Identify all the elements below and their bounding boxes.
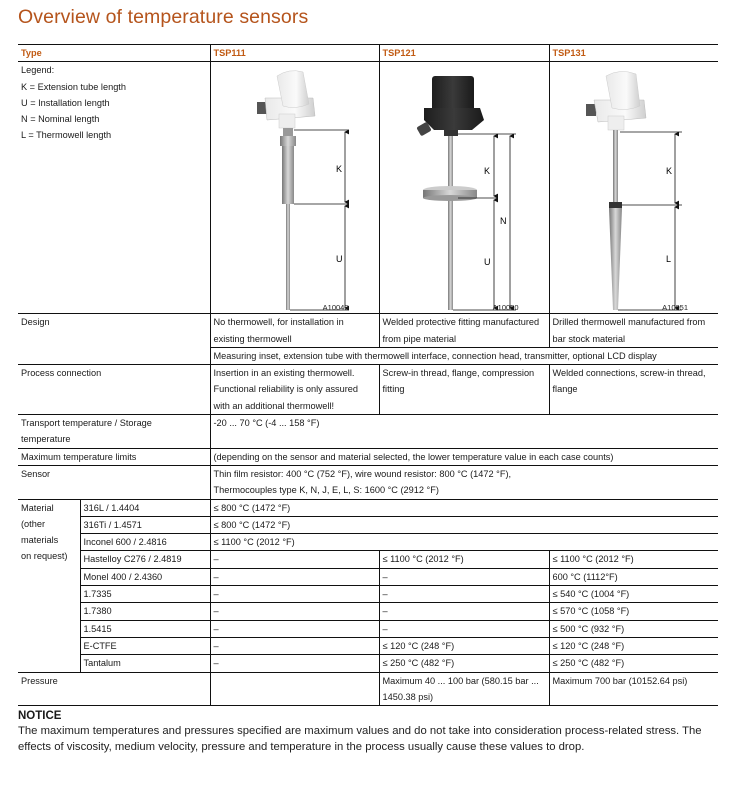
- material-value-tsp121: ≤ 120 °C (248 °F): [379, 637, 549, 654]
- material-value-tsp111: –: [210, 586, 379, 603]
- material-value-tsp121: ≤ 250 °C (482 °F): [379, 655, 549, 672]
- max-temperature-value: (depending on the sensor and material selected, the lower temperature value in each case counts): [210, 448, 718, 465]
- table-header-row: [18, 45, 718, 62]
- legend-title: Legend:: [21, 65, 55, 76]
- type-header: Type: [18, 45, 210, 62]
- flange: [423, 186, 477, 201]
- sensor-drawing-tsp131: [550, 62, 719, 314]
- legend-item: K = Extension tube length: [21, 81, 126, 92]
- sensor-row: [18, 465, 718, 499]
- extension-tube: [613, 130, 618, 204]
- notice-box: [18, 710, 718, 755]
- connection-head: [257, 71, 315, 128]
- sensor-line: Thermocouples type K, N, J, E, L, S: 1600 °C (2912 °F): [213, 485, 439, 496]
- material-row: [18, 551, 718, 568]
- material-label-line: on request): [21, 551, 68, 562]
- design-common-value: Measuring inset, extension tube with thermowell interface, connection head, transmitter, optional LCD display: [210, 347, 718, 364]
- process-connection-tsp131: Welded connections, screw-in thread, flange: [549, 365, 718, 415]
- thermowell-collar: [609, 202, 622, 208]
- figure-code: A10049: [322, 303, 349, 313]
- material-label-line: Material: [21, 502, 54, 513]
- material-row: [18, 568, 718, 585]
- max-temperature-row: [18, 448, 718, 465]
- transport-temperature-label: Transport temperature / Storage temperature: [18, 415, 210, 449]
- material-row: [18, 534, 718, 551]
- material-name: 1.7380: [80, 603, 210, 620]
- pressure-label: Pressure: [18, 672, 210, 706]
- pressure-value-tsp111: [210, 672, 379, 706]
- figure-tsp131: [549, 62, 718, 314]
- material-row: [18, 516, 718, 533]
- material-value-tsp131: ≤ 1100 °C (2012 °F): [549, 551, 718, 568]
- dim-label: K: [665, 166, 672, 177]
- dim-label: L: [665, 254, 671, 265]
- process-connection-label: Process connection: [18, 365, 210, 415]
- transport-temperature-value: -20 ... 70 °C (-4 ... 158 °F): [210, 415, 718, 449]
- material-value-tsp131: ≤ 570 °C (1058 °F): [549, 603, 718, 620]
- dim-label: K: [335, 164, 342, 175]
- model-header-tsp121: TSP121: [379, 45, 549, 62]
- material-row: [18, 620, 718, 637]
- figure-code: A10051: [662, 303, 688, 313]
- material-label-line: materials: [21, 535, 59, 546]
- material-value-tsp121: ≤ 1100 °C (2012 °F): [379, 551, 549, 568]
- process-connection-tsp121: Screw-in thread, flange, compression fitting: [379, 365, 549, 415]
- sensor-value: [210, 465, 718, 499]
- figure-tsp121: [379, 62, 549, 314]
- sensor-drawing-tsp121: [380, 62, 550, 314]
- figure-tsp111: [210, 62, 379, 314]
- sensor-drawing-tsp111: [211, 62, 380, 314]
- max-temperature-label: Maximum temperature limits: [18, 448, 210, 465]
- material-value-tsp121: –: [379, 603, 549, 620]
- dimension-lines: [290, 130, 349, 310]
- model-header-tsp111: TSP111: [210, 45, 379, 62]
- process-connection-row: [18, 365, 718, 415]
- dimension-lines: [453, 134, 516, 310]
- material-value-tsp111: –: [210, 568, 379, 585]
- design-value-tsp111: No thermowell, for installation in existing thermowell: [210, 314, 379, 348]
- dim-label: U: [483, 257, 490, 268]
- material-value-tsp131: ≤ 540 °C (1004 °F): [549, 586, 718, 603]
- material-value-tsp121: –: [379, 568, 549, 585]
- material-name: Monel 400 / 2.4360: [80, 568, 210, 585]
- material-value-tsp111: –: [210, 551, 379, 568]
- material-name: E-CTFE: [80, 637, 210, 654]
- material-value: ≤ 800 °C (1472 °F): [210, 499, 718, 516]
- material-name: Inconel 600 / 2.4816: [80, 534, 210, 551]
- legend-item: U = Installation length: [21, 97, 110, 108]
- sensor-overview-table: [18, 44, 718, 706]
- page-title: Overview of temperature sensors: [18, 6, 309, 28]
- design-value-tsp131: Drilled thermowell manufactured from bar stock material: [549, 314, 718, 348]
- material-name: Hastelloy C276 / 2.4819: [80, 551, 210, 568]
- material-value-tsp131: ≤ 500 °C (932 °F): [549, 620, 718, 637]
- material-name: 1.5415: [80, 620, 210, 637]
- measuring-inset: [286, 204, 290, 310]
- legend-cell: [18, 62, 210, 314]
- design-row: [18, 314, 718, 348]
- material-value-tsp121: –: [379, 586, 549, 603]
- material-value-tsp111: –: [210, 655, 379, 672]
- material-name: Tantalum: [80, 655, 210, 672]
- connection-head: [416, 76, 484, 136]
- transport-temperature-row: [18, 415, 718, 449]
- legend-item: L = Thermowell length: [21, 130, 112, 141]
- dim-label: U: [335, 254, 342, 265]
- material-value-tsp131: ≤ 120 °C (248 °F): [549, 637, 718, 654]
- process-connection-tsp111: Insertion in an existing thermowell. Functional reliability is only assured with an additional thermowell!: [210, 365, 379, 415]
- dim-label: K: [483, 166, 490, 177]
- extension-tube: [282, 146, 294, 204]
- pressure-value-tsp121: Maximum 40 ... 100 bar (580.15 bar ... 1450.38 psi): [379, 672, 549, 706]
- material-value: ≤ 1100 °C (2012 °F): [210, 534, 718, 551]
- material-value-tsp111: –: [210, 637, 379, 654]
- model-header-tsp131: TSP131: [549, 45, 718, 62]
- hex-nut: [280, 136, 296, 146]
- material-label-line: (other: [21, 518, 46, 529]
- dim-label: N: [499, 216, 506, 227]
- material-row: [18, 586, 718, 603]
- material-value-tsp121: –: [379, 620, 549, 637]
- notice-text: The maximum temperatures and pressures specified are maximum values and do not take into consideration process-related stress. The effects of viscosity, medium velocity, pressure and temperature in the process usually cause these values to drop.: [18, 725, 702, 753]
- legend-item: N = Nominal length: [21, 114, 100, 125]
- material-value: ≤ 800 °C (1472 °F): [210, 516, 718, 533]
- pressure-row: [18, 672, 718, 706]
- sensor-line: Thin film resistor: 400 °C (752 °F), wire wound resistor: 800 °C (1472 °F),: [213, 468, 512, 479]
- material-row: [18, 499, 718, 516]
- material-name: 316Ti / 1.4571: [80, 516, 210, 533]
- material-name: 1.7335: [80, 586, 210, 603]
- material-value-tsp111: –: [210, 603, 379, 620]
- neck: [283, 128, 293, 136]
- design-label: Design: [18, 314, 210, 365]
- material-row: [18, 637, 718, 654]
- figure-row: [18, 62, 718, 314]
- material-row: [18, 603, 718, 620]
- material-row: [18, 655, 718, 672]
- material-value-tsp111: –: [210, 620, 379, 637]
- protective-tube: [448, 136, 453, 310]
- material-value-tsp131: ≤ 250 °C (482 °F): [549, 655, 718, 672]
- material-label: [18, 499, 80, 672]
- design-value-tsp121: Welded protective fitting manufactured from pipe material: [379, 314, 549, 348]
- figure-code: A10050: [492, 303, 519, 313]
- material-value-tsp131: 600 °C (1112°F): [549, 568, 718, 585]
- connection-head: [586, 72, 646, 131]
- dimension-lines: [618, 132, 682, 310]
- material-name: 316L / 1.4404: [80, 499, 210, 516]
- pressure-value-tsp131: Maximum 700 bar (10152.64 psi): [549, 672, 718, 706]
- sensor-label: Sensor: [18, 465, 210, 499]
- thermowell: [609, 208, 622, 310]
- notice-heading: NOTICE: [18, 710, 62, 722]
